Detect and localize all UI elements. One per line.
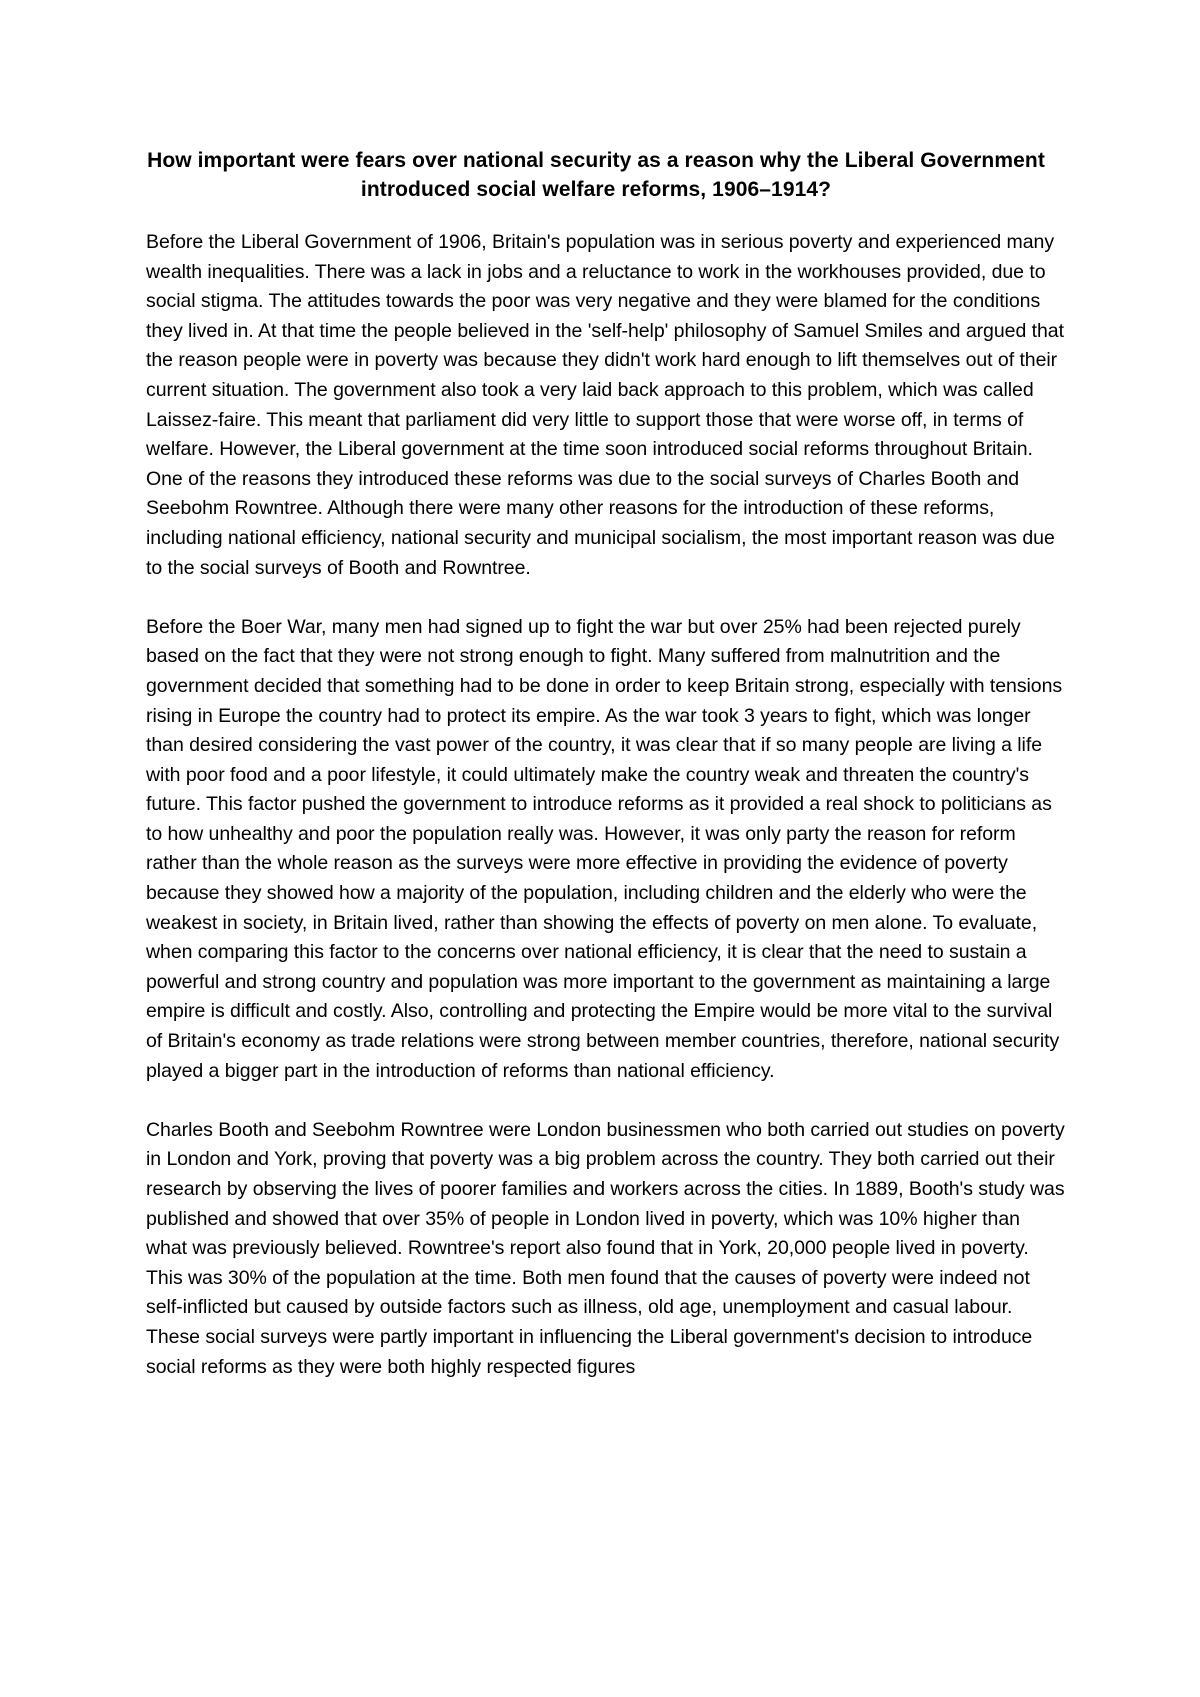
paragraph-intro: Before the Liberal Government of 1906, Britain's population was in serious poverty and experienced many wealth inequalities. There was a lack in jobs and a reluctance to work in the workhouses provided, due to social stigma. The attitudes towards the poor was very negative and they were blamed for the conditions they lived in. At that time the people believed in the 'self-help' philosophy of Samuel Smiles and argued that the reason people were in poverty was because they didn't work hard enough to lift themselves out of their current situation. The government also took a very laid back approach to this problem, which was called Laissez-faire. This meant that parliament did very little to support those that were worse off, in terms of welfare. However, the Liberal government at the time soon introduced social reforms throughout Britain. One of the reasons they introduced these reforms was due to the social surveys of Charles Booth and Seebohm Rowntree. Although there were many other reasons for the introduction of these reforms, including national efficiency, national security and municipal socialism, the most important reason was due to the social surveys of Booth and Rowntree. [146, 231, 1064, 579]
essay-body [146, 228, 1066, 1412]
paragraph-social-surveys: Charles Booth and Seebohm Rowntree were London businessmen who both carried out studies on poverty in London and York, proving that poverty was a big problem across the country. They both carried out their research by observing the lives of poorer families and workers across the cities. In 1889, Booth's study was published and showed that over 35% of people in London lived in poverty, which was 10% higher than what was previously believed. Rowntree's report also found that in York, 20,000 people lived in poverty. This was 30% of the population at the time. Both men found that the causes of poverty were indeed not self-inflicted but caused by outside factors such as illness, old age, unemployment and casual labour. These social surveys were partly important in influencing the Liberal government's decision to introduce social reforms as they were both highly respected figures [146, 1118, 1065, 1378]
essay-title: How important were fears over national security as a reason why the Liberal Government introduced social welfare reforms, 1906–1914? [147, 149, 1045, 201]
paragraph-boer-war: Before the Boer War, many men had signed up to fight the war but over 25% had been rejected purely based on the fact that they were not strong enough to fight. Many suffered from malnutrition and the government decided that something had to be done in order to keep Britain strong, especially with tensions rising in Europe the country had to protect its empire. As the war took 3 years to fight, which was longer than desired considering the vast power of the country, it was clear that if so many people are living a life with poor food and a poor lifestyle, it could ultimately make the country weak and threaten the country's future. This factor pushed the government to introduce reforms as it provided a real shock to politicians as to how unhealthy and poor the population really was. However, it was only party the reason for reform rather than the whole reason as the surveys were more effective in providing the evidence of poverty because they showed how a majority of the population, including children and the elderly who were the weakest in society, in Britain lived, rather than showing the effects of poverty on men alone. To evaluate, when comparing this factor to the concerns over national efficiency, it is clear that the need to sustain a powerful and strong country and population was more important to the government as maintaining a large empire is difficult and costly. Also, controlling and protecting the Empire would be more vital to the survival of Britain's economy as trade relations were strong between member countries, therefore, national security played a bigger part in the introduction of reforms than national efficiency. [146, 615, 1063, 1082]
